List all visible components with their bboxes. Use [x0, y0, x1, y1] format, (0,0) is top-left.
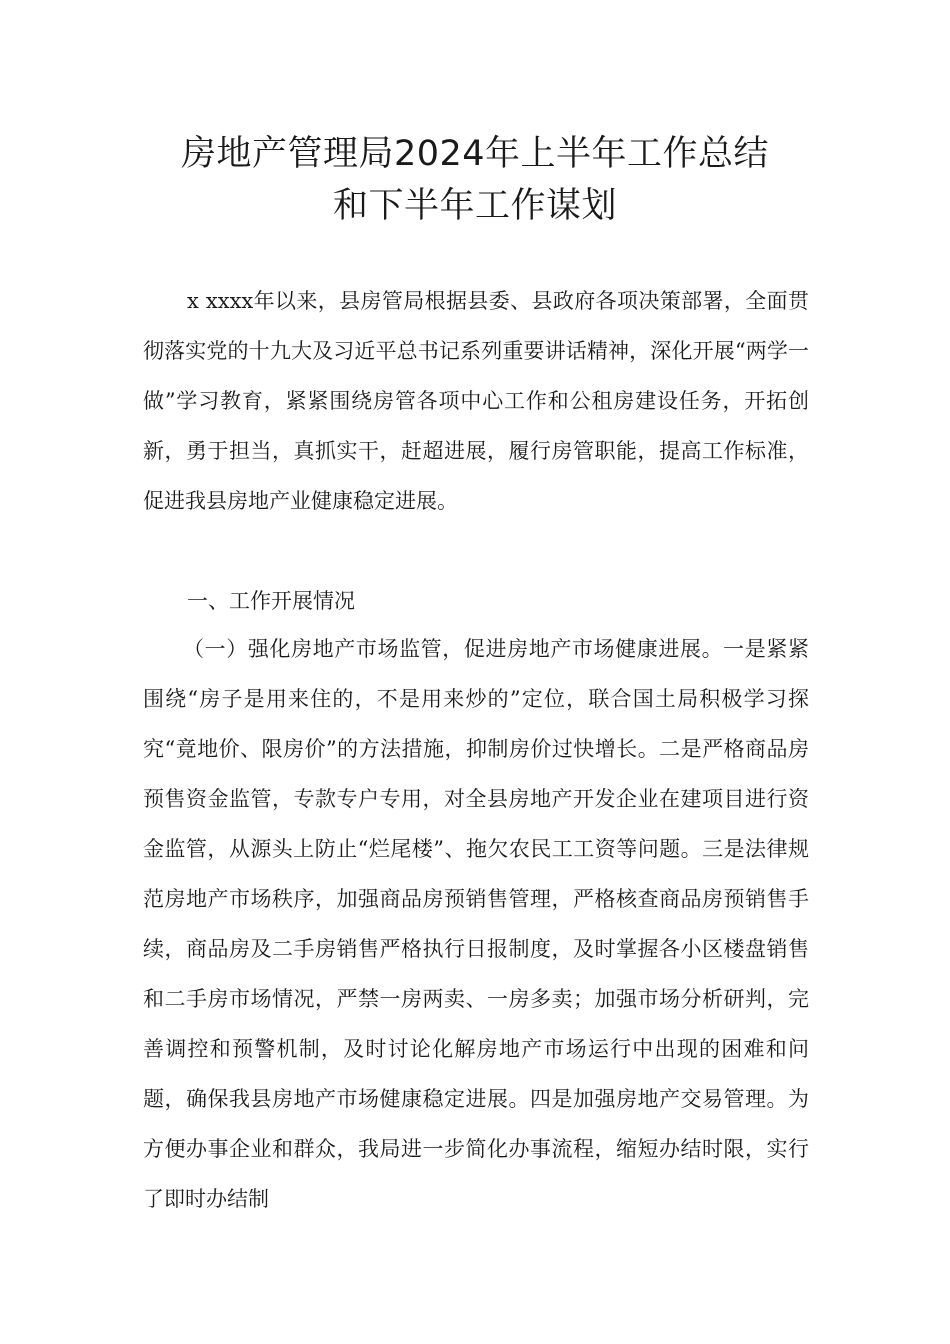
- title-line-1: 房地产管理局2024年上半年工作总结: [180, 134, 770, 174]
- intro-paragraph: x xxxx年以来，县房管局根据县委、县政府各项决策部署，全面贯彻落实党的十九大及习近平总书记系列重要讲话精神，深化开展“两学一做”学习教育，紧紧围绕房管各项中心工作和公租房建设任务，开拓创新，勇于担当，真抓实干，赶超进展，履行房管职能，提高工作标准，促进我县房地产业健康稳定进展。: [143, 289, 809, 513]
- section-paragraph: （一）强化房地产市场监管，促进房地产市场健康进展。一是紧紧围绕“房子是用来住的，不是用来炒的”定位，联合国土局积极学习探究“竟地价、限房价”的方法措施，抑制房价过快增长。二是严格商品房预售资金监管，专款专户专用，对全县房地产开发企业在建项目进行资金监管，从源头上防止“烂尾楼”、拖欠农民工工资等问题。三是法律规范房地产市场秩序，加强商品房预销售管理，严格核查商品房预销售手续，商品房及二手房销售严格执行日报制度，及时掌握各小区楼盘销售和二手房市场情况，严禁一房两卖、一房多卖；加强市场分析研判，完善调控和预警机制，及时讨论化解房地产市场运行中出现的困难和问题，确保我县房地产市场健康稳定进展。四是加强房地产交易管理。为方便办事企业和群众，我局进一步简化办事流程，缩短办结时限，实行了即时办结制: [143, 637, 809, 1211]
- document-title: [110, 128, 840, 232]
- section-heading: 一、工作开展情况: [187, 589, 355, 613]
- title-line-2: 和下半年工作谋划: [332, 186, 617, 226]
